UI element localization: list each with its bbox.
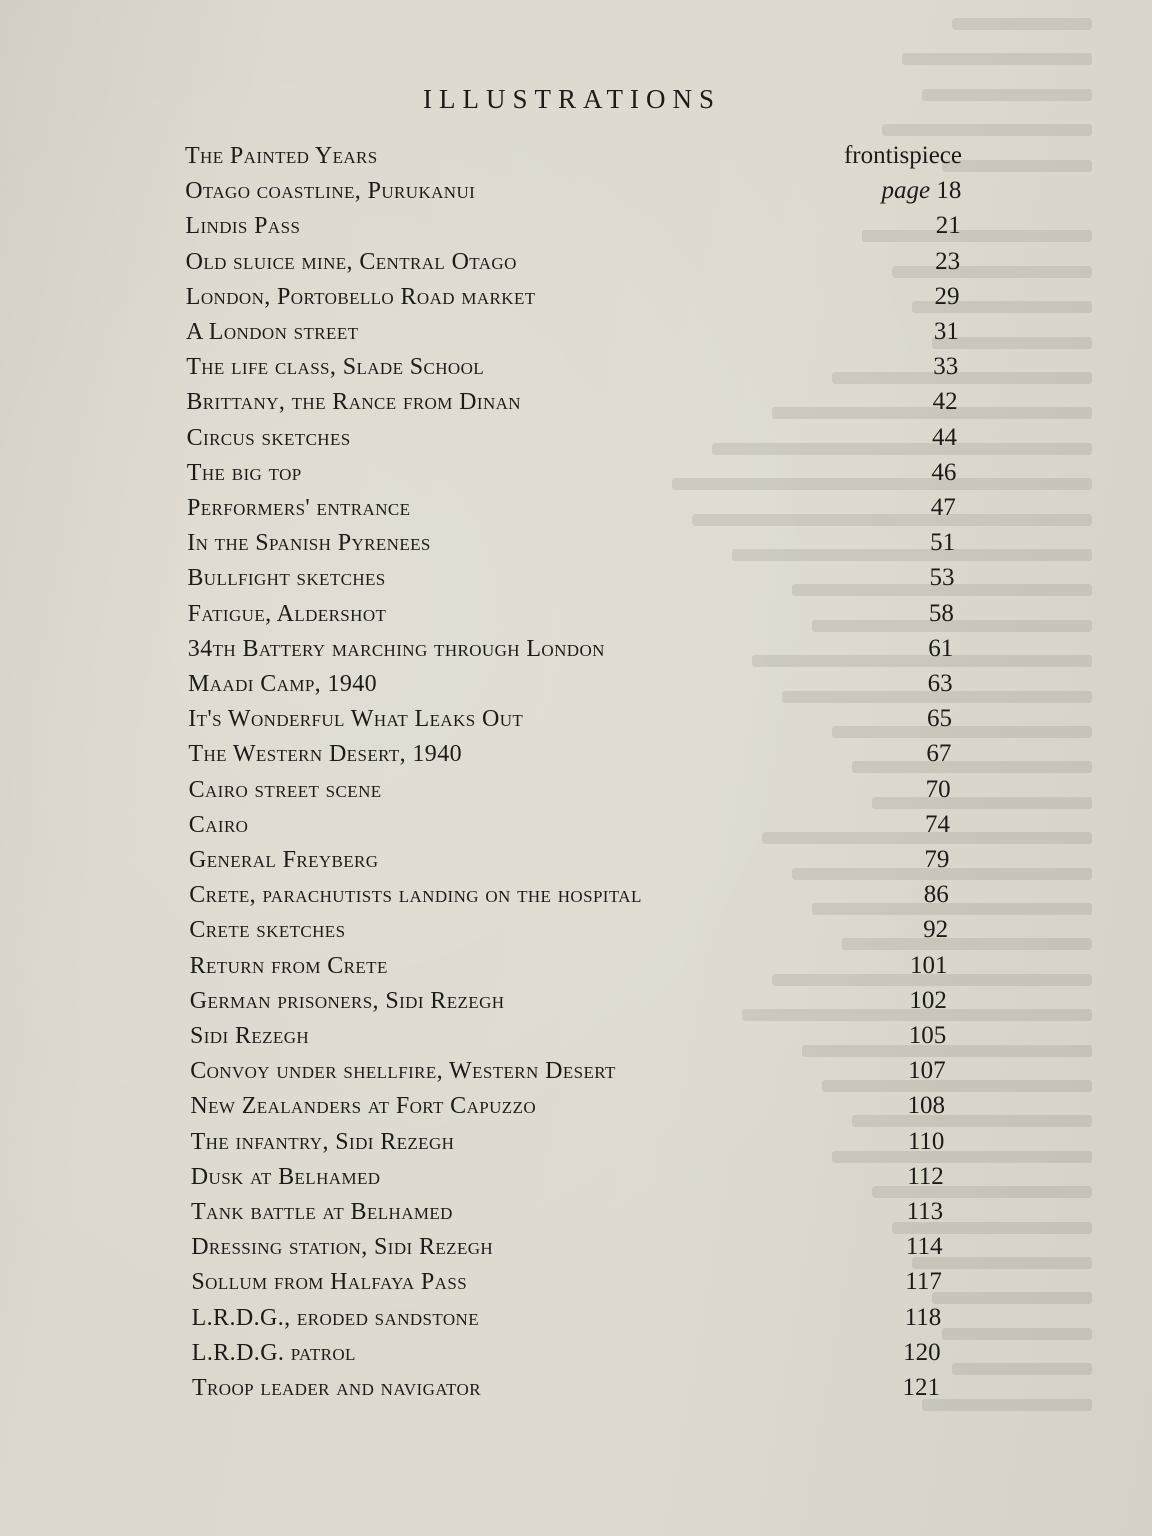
page-number	[680, 1370, 940, 1406]
page-number-value: 33	[933, 353, 959, 381]
page-number	[700, 244, 960, 280]
page-number-value: 67	[926, 740, 952, 768]
list-item	[0, 384, 1152, 420]
page-number-value: 107	[908, 1057, 946, 1085]
page-number	[688, 912, 948, 948]
illustration-title: L.R.D.G. patrol	[191, 1339, 356, 1366]
list-item	[0, 948, 1152, 984]
illustration-title: Otago coastline, Purukanui	[185, 178, 476, 205]
page-number	[701, 208, 961, 244]
page-number	[682, 1264, 942, 1300]
list-item	[0, 1335, 1152, 1371]
illustration-title: General Freyberg	[189, 847, 379, 873]
illustration-title: New Zealanders at Fort Capuzzo	[190, 1093, 537, 1120]
page-number	[694, 596, 954, 632]
list-item	[0, 560, 1152, 596]
illustration-title: Circus sketches	[186, 424, 351, 451]
page-number-value: 102	[909, 986, 947, 1014]
page-number	[696, 455, 956, 491]
page-number	[698, 384, 958, 420]
illustration-title: The life class, Slade School	[186, 354, 485, 381]
illustration-title: Return from Crete	[189, 952, 388, 979]
page-number	[691, 772, 951, 808]
page-number-value: 105	[908, 1022, 947, 1049]
list-item	[0, 349, 1152, 385]
page-number-value: 74	[925, 810, 951, 838]
page-number-value: 46	[931, 458, 957, 486]
illustration-title: Dressing station, Sidi Rezegh	[191, 1234, 494, 1261]
page-number	[683, 1194, 943, 1230]
list-item	[0, 208, 1152, 244]
list-item	[0, 736, 1152, 772]
illustration-title: A London street	[186, 319, 359, 345]
page-number-value: 21	[935, 212, 961, 240]
illustration-title: Cairo	[188, 811, 249, 838]
list-item	[0, 1300, 1152, 1336]
page-number-value: 63	[927, 670, 953, 697]
page-number	[697, 420, 957, 456]
illustration-title: The Painted Years	[185, 143, 378, 169]
page-number-value: 92	[923, 916, 949, 944]
page-number	[695, 525, 955, 561]
page-number-value: 58	[928, 599, 954, 627]
list-item	[0, 420, 1152, 456]
page-number-value: 70	[925, 775, 951, 803]
page-number-value: 47	[930, 494, 956, 521]
illustration-title: It's Wonderful What Leaks Out	[188, 706, 524, 733]
illustration-title: German prisoners, Sidi Rezegh	[189, 987, 505, 1014]
list-item	[0, 279, 1152, 315]
list-item	[0, 1229, 1152, 1265]
page-number-value: 86	[923, 881, 949, 909]
list-item	[0, 983, 1152, 1019]
illustration-title: Tank battle at Belhamed	[191, 1199, 453, 1225]
page-number-value: 79	[924, 846, 950, 873]
page-number	[694, 560, 954, 596]
illustration-title: Performers' entrance	[187, 495, 411, 521]
page-number	[686, 1018, 946, 1054]
list-item	[0, 455, 1152, 491]
page-number	[702, 138, 962, 174]
illustration-title: Fatigue, Aldershot	[187, 600, 387, 627]
page-number	[691, 736, 951, 772]
illustration-title: Bullfight sketches	[187, 565, 386, 592]
illustration-title: In the Spanish Pyrenees	[187, 530, 431, 557]
page-number	[683, 1229, 943, 1265]
page-number	[696, 490, 956, 526]
page-label: page	[881, 177, 931, 205]
page-number-value: 117	[905, 1268, 942, 1296]
page-number-value: 29	[934, 282, 960, 310]
page-number	[688, 948, 948, 984]
list-item	[0, 1370, 1152, 1406]
page-number	[681, 1300, 941, 1336]
page-number	[687, 983, 947, 1019]
illustration-title: Lindis Pass	[185, 213, 301, 240]
page-number	[699, 279, 959, 315]
illustration-title: London, Portobello Road market	[185, 283, 536, 310]
page-number-value: 120	[903, 1338, 941, 1366]
page-number-value: 53	[929, 564, 955, 592]
list-item	[0, 877, 1152, 913]
list-item	[0, 1264, 1152, 1300]
page-number-value: 65	[926, 705, 952, 733]
page-number-value: 112	[907, 1162, 944, 1190]
page-number	[684, 1124, 944, 1160]
list-item	[0, 1124, 1152, 1160]
list-item	[0, 1194, 1152, 1230]
page-number	[692, 701, 952, 737]
page-number	[689, 842, 949, 878]
list-item	[0, 525, 1152, 561]
page-number	[698, 349, 958, 385]
page-number-value: 118	[904, 1303, 942, 1331]
list-item	[0, 1159, 1152, 1195]
page-number-value: 108	[907, 1092, 946, 1120]
page-number-value: 18	[936, 177, 962, 205]
page-number	[681, 1335, 941, 1371]
list-item	[0, 138, 1152, 174]
illustration-title: Dusk at Belhamed	[190, 1163, 381, 1190]
illustration-title: Troop leader and navigator	[192, 1375, 481, 1401]
page-heading: ILLUSTRATIONS	[423, 84, 721, 114]
list-item	[0, 842, 1152, 878]
list-item	[0, 1053, 1152, 1089]
illustration-title: The infantry, Sidi Rezegh	[190, 1128, 455, 1155]
page-number	[684, 1159, 944, 1195]
page-number-value: 114	[905, 1233, 943, 1261]
illustration-title: Sollum from Halfaya Pass	[191, 1269, 468, 1296]
page-number	[690, 807, 950, 843]
list-item	[0, 772, 1152, 808]
list-item	[0, 314, 1152, 350]
page-number-value: frontispiece	[843, 142, 962, 169]
illustration-title: 34th Battery marching through London	[187, 635, 605, 662]
list-item	[0, 596, 1152, 632]
illustration-title: Sidi Rezegh	[190, 1023, 310, 1049]
illustration-title: The Western Desert, 1940	[188, 741, 463, 768]
page-number	[701, 173, 961, 209]
list-item	[0, 701, 1152, 737]
list-item	[0, 666, 1152, 702]
page-number	[693, 666, 953, 702]
list-item	[0, 912, 1152, 948]
illustration-title: Old sluice mine, Central Otago	[185, 248, 517, 275]
page-number-value: 31	[933, 318, 959, 345]
list-item	[0, 173, 1152, 209]
list-item	[0, 631, 1152, 667]
page-number	[699, 314, 959, 350]
illustrations-list	[0, 138, 1152, 1428]
illustration-title: The big top	[186, 459, 302, 486]
illustration-title: Crete, parachutists landing on the hospital	[189, 882, 642, 909]
page-number-value: 113	[906, 1198, 944, 1225]
page-number-value: 101	[910, 951, 948, 979]
page-number-value: 44	[931, 423, 957, 451]
page-number-value: 121	[902, 1374, 940, 1401]
illustration-title: Brittany, the Rance from Dinan	[186, 389, 521, 416]
page-number	[685, 1088, 945, 1124]
illustration-title: L.R.D.G., eroded sandstone	[191, 1304, 480, 1331]
illustration-title: Crete sketches	[189, 917, 346, 944]
list-item	[0, 490, 1152, 526]
page-number-value: 42	[932, 388, 958, 416]
list-item	[0, 244, 1152, 280]
illustration-title: Convoy under shellfire, Western Desert	[190, 1058, 616, 1085]
list-item	[0, 807, 1152, 843]
illustration-title: Cairo street scene	[188, 776, 382, 803]
page-number	[686, 1053, 946, 1089]
page-number	[693, 631, 953, 667]
page-number-value: 61	[928, 634, 954, 662]
illustration-title: Maadi Camp, 1940	[188, 671, 378, 697]
list-item	[0, 1088, 1152, 1124]
page-number-value: 23	[935, 247, 961, 275]
list-item	[0, 1018, 1152, 1054]
page-number-value: 110	[907, 1127, 945, 1155]
page-number	[689, 877, 949, 913]
page-number-value: 51	[930, 529, 956, 557]
